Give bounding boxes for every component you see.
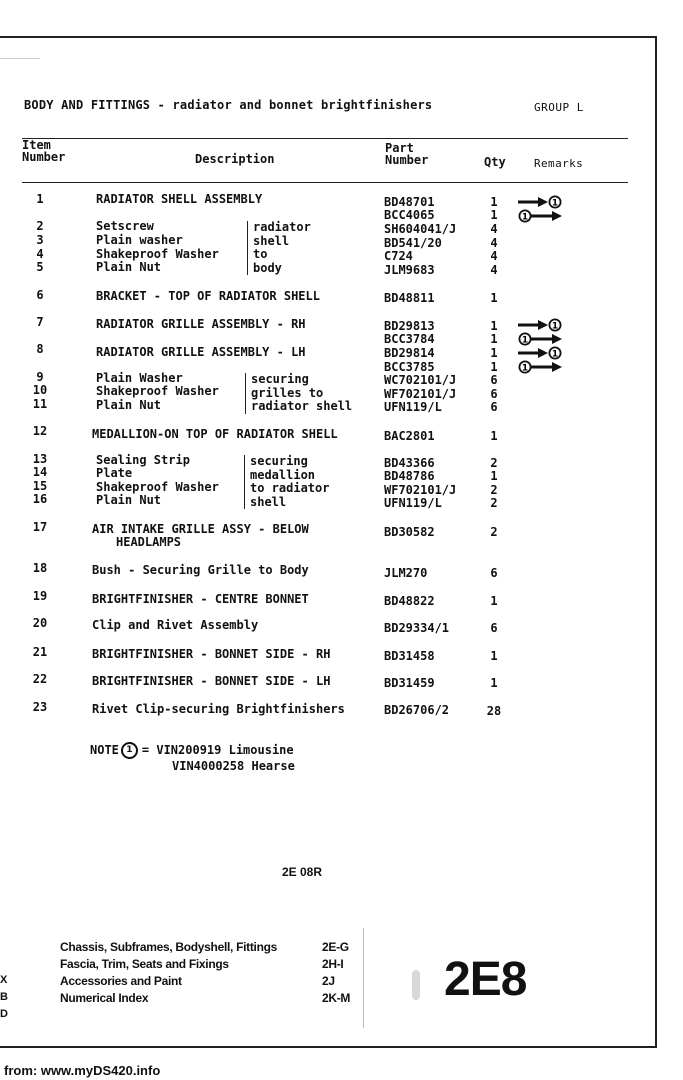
index-code: 2K-M [322,991,351,1005]
part-number: SH604041/J [384,222,457,236]
item-description: RADIATOR GRILLE ASSEMBLY - LH [96,345,306,359]
item-number: 16 [32,492,48,506]
cropped-edge-characters: X B D [0,974,8,1020]
part-number: BD48822 [384,594,435,608]
item-number: 19 [32,589,48,603]
item-description: MEDALLION-ON TOP OF RADIATOR SHELL [92,427,338,441]
index-label: Fascia, Trim, Seats and Fixings [60,957,229,971]
note-label: NOTE [90,743,119,757]
qty: 4 [490,236,498,250]
part-number: BD48786 [384,469,435,483]
item-number: 7 [36,315,44,329]
part-number: BD26706/2 [384,703,450,717]
frame-bottom-border [0,1046,657,1048]
item-number: 3 [36,233,44,247]
svg-text:1: 1 [551,349,559,360]
qty: 4 [490,249,498,263]
part-number: WC702101/J [384,373,457,387]
part-number: BD29814 [384,346,435,360]
index-label: Numerical Index [60,991,149,1005]
part-number: BD29813 [384,319,435,333]
item-description: Plain washer [96,233,183,247]
item-description-continued: HEADLAMPS [116,535,182,549]
item-number: 20 [32,616,48,630]
part-number: BD29334/1 [384,621,450,635]
part-number: JLM9683 [384,263,435,277]
qty: 4 [490,263,498,277]
col-item-header: Item Number [22,138,66,164]
item-number: 23 [32,700,48,714]
col-qty-header: Qty [484,155,506,169]
item-description: Shakeproof Washer [96,247,219,261]
page-reference: 2E 08R [282,865,323,879]
item-number: 21 [32,645,48,659]
part-number: JLM270 [384,566,428,580]
qty: 6 [490,387,498,401]
part-number: UFN119/L [384,496,442,510]
index-code: 2J [322,974,335,988]
qty: 1 [490,195,498,209]
qty: 4 [490,222,498,236]
svg-text:1: 1 [521,212,529,223]
part-number: BCC3784 [384,332,435,346]
part-number: BD30582 [384,525,435,539]
svg-text:1: 1 [551,198,559,209]
svg-text:1: 1 [551,321,559,332]
qty: 1 [490,208,498,222]
note-line-1: = VIN200919 Limousine [141,743,294,757]
remark-marker-to-arrow-icon [518,332,566,346]
qty: 1 [490,332,498,346]
part-number: C724 [384,249,413,263]
index-code: 2H-I [322,957,344,971]
frame-top-border [0,36,656,38]
item-number: 22 [32,672,48,686]
item-number: 9 [36,370,44,384]
item-description: Plate [96,466,133,480]
source-credit: from: www.myDS420.info [4,1063,161,1078]
item-number: 2 [36,219,44,233]
item-description: Shakeproof Washer [96,384,219,398]
index-label: Accessories and Paint [60,974,182,988]
item-number: 6 [36,288,44,302]
scope-note: securing medallion to radiator shell [244,455,329,509]
item-description: Plain Washer [96,371,183,385]
remark-arrow-to-marker-icon [518,195,566,209]
item-description: BRIGHTFINISHER - BONNET SIDE - RH [92,647,331,661]
qty: 6 [490,373,498,387]
item-number: 10 [32,383,48,397]
scan-smudge [412,970,420,1000]
item-number: 11 [32,397,48,411]
col-description-header: Description [195,152,275,166]
part-number: BD43366 [384,456,435,470]
qty: 1 [490,319,498,333]
qty: 28 [486,704,502,718]
qty: 2 [490,483,498,497]
qty: 1 [490,360,498,374]
index-label: Chassis, Subframes, Bodyshell, Fittings [60,940,278,954]
col-remarks-header: Remarks [534,157,584,170]
vin-note [90,742,295,773]
item-number: 18 [32,561,48,575]
item-description: BRIGHTFINISHER - BONNET SIDE - LH [92,674,331,688]
scope-note: radiator shell to body [247,221,311,275]
frame-right-border [655,36,657,1048]
qty: 6 [490,566,498,580]
part-number: BD48811 [384,291,435,305]
item-number: 8 [36,342,44,356]
qty: 1 [490,346,498,360]
item-description: BRACKET - TOP OF RADIATOR SHELL [96,289,320,303]
qty: 2 [490,525,498,539]
svg-text:1: 1 [521,363,529,374]
item-description: RADIATOR GRILLE ASSEMBLY - RH [96,317,306,331]
item-number: 5 [36,260,44,274]
index-divider [363,928,364,1028]
part-number: WF702101/J [384,483,457,497]
remark-marker-to-arrow-icon [518,360,566,374]
item-description: Shakeproof Washer [96,480,219,494]
circled-marker-icon: 1 [121,742,138,759]
index-code: 2E-G [322,940,349,954]
item-number: 1 [36,192,44,206]
item-description: BRIGHTFINISHER - CENTRE BONNET [92,592,309,606]
item-number: 14 [32,465,48,479]
part-number: BD31459 [384,676,435,690]
group-label: GROUP L [534,101,584,114]
qty: 1 [490,676,498,690]
item-description: Setscrew [96,219,154,233]
item-number: 15 [32,479,48,493]
scan-mark [0,58,40,59]
part-number: BCC3785 [384,360,435,374]
item-number: 12 [32,424,48,438]
qty: 6 [490,621,498,635]
item-number: 17 [32,520,48,534]
svg-text:1: 1 [521,335,529,346]
remark-arrow-to-marker-icon [518,318,566,332]
qty: 2 [490,496,498,510]
item-description: Rivet Clip-securing Brightfinishers [92,702,345,716]
item-number: 4 [36,247,44,261]
qty: 1 [490,291,498,305]
part-number: UFN119/L [384,400,442,414]
item-number: 13 [32,452,48,466]
qty: 1 [490,429,498,443]
item-description: Sealing Strip [96,453,190,467]
item-description: Plain Nut [96,398,162,412]
item-description: Plain Nut [96,260,162,274]
note-line-2: VIN4000258 Hearse [172,759,295,773]
scope-note: securing grilles to radiator shell [245,373,352,414]
item-description: Clip and Rivet Assembly [92,618,259,632]
item-description: RADIATOR SHELL ASSEMBLY [96,192,263,206]
part-number: BAC2801 [384,429,435,443]
header-bottom-rule [22,182,628,183]
part-number: BD541/20 [384,236,442,250]
item-description: Bush - Securing Grille to Body [92,563,309,577]
item-description: AIR INTAKE GRILLE ASSY - BELOW [92,522,309,536]
remark-arrow-to-marker-icon [518,346,566,360]
item-description: Plain Nut [96,493,162,507]
page-title: BODY AND FITTINGS - radiator and bonnet brightfinishers [24,98,433,112]
remark-marker-to-arrow-icon [518,209,566,223]
qty: 1 [490,469,498,483]
part-number: WF702101/J [384,387,457,401]
fiche-number: 2E8 [444,953,527,1006]
col-part-header: Part Number [385,141,429,167]
qty: 1 [490,649,498,663]
qty: 2 [490,456,498,470]
header-top-rule [22,138,628,139]
part-number: BD48701 [384,195,435,209]
part-number: BD31458 [384,649,435,663]
qty: 1 [490,594,498,608]
qty: 6 [490,400,498,414]
part-number: BCC4065 [384,208,435,222]
